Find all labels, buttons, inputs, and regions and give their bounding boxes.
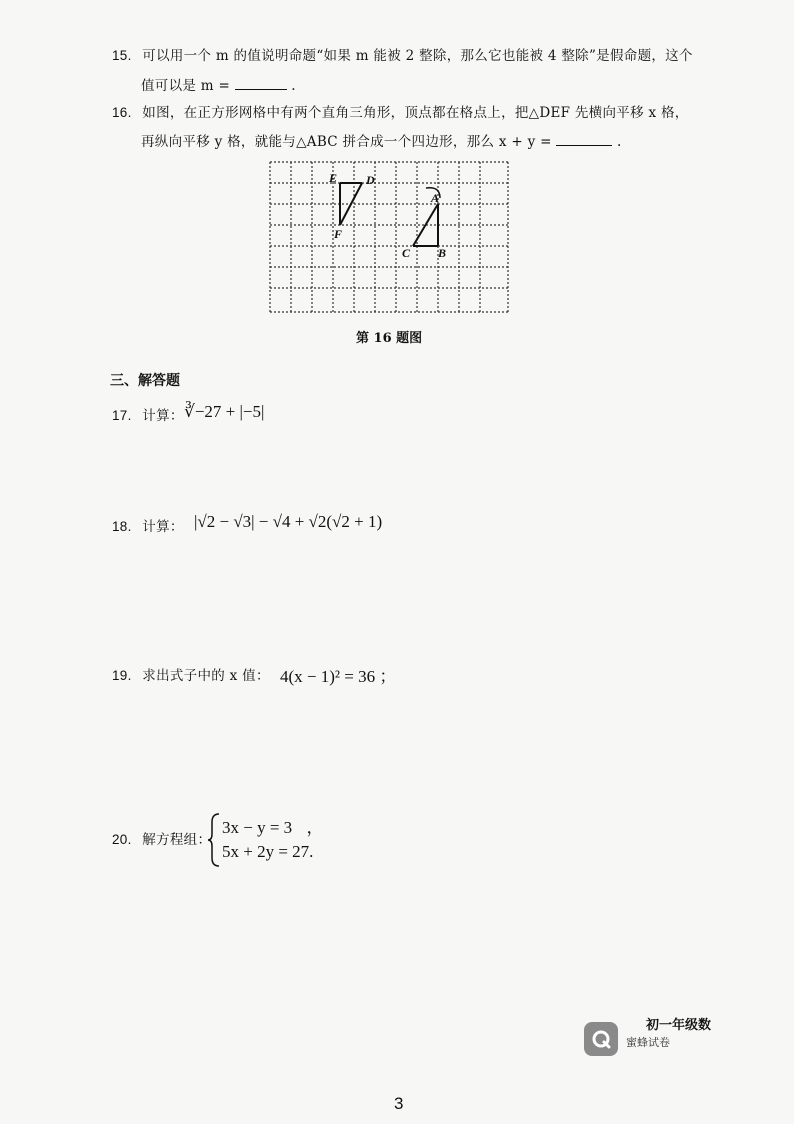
q15-period: . — [291, 78, 296, 94]
section-title: 三、解答题 — [110, 373, 180, 389]
label-f: F — [334, 227, 343, 241]
q15-line2 — [141, 77, 296, 95]
q19-expression: 4(x − 1)² = 36 ； — [280, 667, 397, 686]
q16-line2 — [141, 133, 622, 151]
q17-expression: ∛−27 + |−5| — [184, 402, 265, 421]
q16-number: 16. — [112, 105, 132, 120]
system-brace-icon — [207, 812, 221, 868]
page-number: 3 — [394, 1094, 404, 1113]
q15-answer-blank[interactable] — [235, 77, 287, 90]
bee-logo-icon — [584, 1022, 618, 1056]
q16-grid-figure — [268, 160, 512, 320]
q20 — [112, 831, 211, 849]
q16-figure-caption: 第 16 题图 — [356, 331, 423, 346]
label-e: E — [329, 171, 338, 185]
q15-text-line1: 可以用一个 m 的值说明命题“如果 m 能被 2 整除，那么它也能被 4 整除”是假命题，这个 — [142, 48, 693, 64]
q20-eq1-comma: ， — [306, 818, 324, 837]
q17 — [112, 407, 184, 425]
q18 — [112, 518, 184, 536]
q17-label: 计算： — [142, 408, 184, 424]
q20-label: 解方程组： — [142, 832, 212, 848]
q16-text-line1: 如图，在正方形网格中有两个直角三角形，顶点都在格点上，把△DEF 先横向平移 x 格， — [142, 105, 689, 121]
q20-equation-2: 5x + 2y = 27. — [222, 842, 314, 861]
grade-label: 初一年级数 — [646, 1018, 712, 1033]
q18-label: 计算： — [142, 519, 184, 535]
q19-number: 19. — [112, 668, 132, 683]
q16-period: . — [616, 134, 622, 150]
q16-line1 — [112, 104, 689, 122]
brand-name: 蜜蜂试卷 — [626, 1036, 670, 1049]
label-d: D — [366, 173, 375, 187]
q20-number: 20. — [112, 832, 132, 847]
q20-eq1: 3x − y = 3 — [222, 818, 293, 837]
q18-expression: |√2 − √3| − √4 + √2(√2 + 1) — [194, 512, 383, 531]
q20-equation-1 — [222, 813, 323, 838]
q16-text-line2: 再纵向平移 y 格，就能与△ABC 拼合成一个四边形，那么 x + y = — [141, 134, 552, 150]
label-a: A — [431, 191, 440, 205]
q15-line1 — [112, 47, 693, 65]
q17-number: 17. — [112, 408, 132, 423]
grid-lines — [270, 162, 508, 312]
q19 — [112, 667, 270, 685]
label-c: C — [402, 246, 411, 260]
q18-number: 18. — [112, 519, 132, 534]
q15-number: 15. — [112, 48, 132, 63]
q15-text-line2: 值可以是 m = — [141, 78, 231, 94]
label-b: B — [438, 246, 447, 260]
q19-label: 求出式子中的 x 值： — [142, 668, 270, 684]
q16-answer-blank[interactable] — [556, 133, 612, 146]
